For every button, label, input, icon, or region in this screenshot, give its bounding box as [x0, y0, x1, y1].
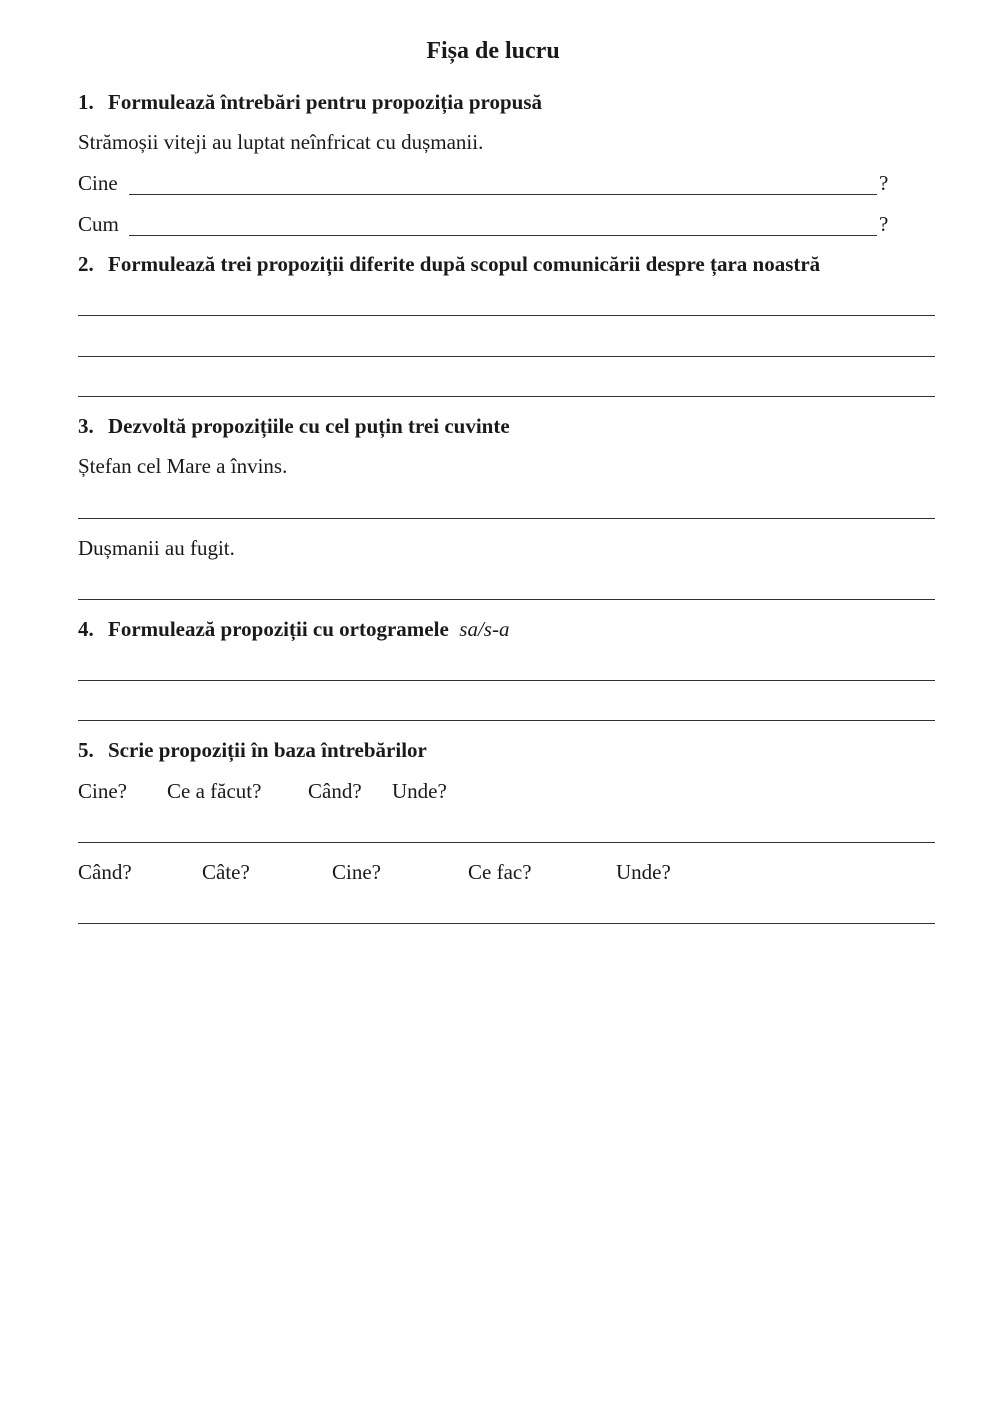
answer-line-cine-prefix: Cine — [78, 171, 118, 195]
question-number: 1. — [78, 90, 94, 114]
question-number: 5. — [78, 738, 94, 762]
answer-line[interactable] — [78, 315, 935, 316]
prompt-question: Unde? — [616, 860, 671, 884]
prompt-question: Câte? — [202, 860, 250, 884]
answer-line-cum[interactable] — [129, 235, 877, 236]
question-number: 3. — [78, 414, 94, 438]
orthogram-examples: sa/s-a — [459, 617, 510, 641]
answer-line[interactable] — [78, 720, 935, 721]
question-text: Formulează trei propoziții diferite după scopul comunicării despre țara noastră — [108, 252, 821, 276]
prompt-question: Ce fac? — [468, 860, 532, 884]
question-1-sentence: Strămoșii viteji au luptat neînfricat cu dușmanii. — [78, 130, 484, 154]
prompt-question: Unde? — [392, 779, 447, 803]
question-5-heading — [78, 738, 427, 763]
prompt-question: Când? — [308, 779, 362, 803]
prompt-question: Cine? — [78, 779, 127, 803]
answer-line[interactable] — [78, 356, 935, 357]
question-number: 2. — [78, 252, 94, 276]
question-text: Formulează propoziții cu ortogramele — [108, 617, 449, 641]
question-text: Scrie propoziții în baza întrebărilor — [108, 738, 427, 762]
question-text: Dezvoltă propozițiile cu cel puțin trei cuvinte — [108, 414, 510, 438]
prompt-question: Când? — [78, 860, 132, 884]
prompt-question: Cine? — [332, 860, 381, 884]
answer-line[interactable] — [78, 680, 935, 681]
question-3-sentence-2: Dușmanii au fugit. — [78, 536, 235, 560]
answer-line-cum-prefix: Cum — [78, 212, 119, 236]
answer-line[interactable] — [78, 599, 935, 600]
prompt-question: Ce a făcut? — [167, 779, 262, 803]
answer-line[interactable] — [78, 923, 935, 924]
answer-line[interactable] — [78, 518, 935, 519]
answer-line[interactable] — [78, 396, 935, 397]
question-4-heading — [78, 617, 509, 642]
question-1-heading — [78, 90, 542, 115]
question-number: 4. — [78, 617, 94, 641]
question-3-sentence-1: Ștefan cel Mare a învins. — [78, 454, 288, 478]
answer-line[interactable] — [78, 842, 935, 843]
question-text: Formulează întrebări pentru propoziția propusă — [108, 90, 543, 114]
answer-line-cine-suffix: ? — [879, 171, 889, 195]
answer-line-cine[interactable] — [129, 194, 877, 195]
page-title: Fișa de lucru — [426, 38, 560, 64]
question-3-heading — [78, 414, 510, 439]
question-2-heading — [78, 252, 820, 277]
answer-line-cum-suffix: ? — [879, 212, 889, 236]
